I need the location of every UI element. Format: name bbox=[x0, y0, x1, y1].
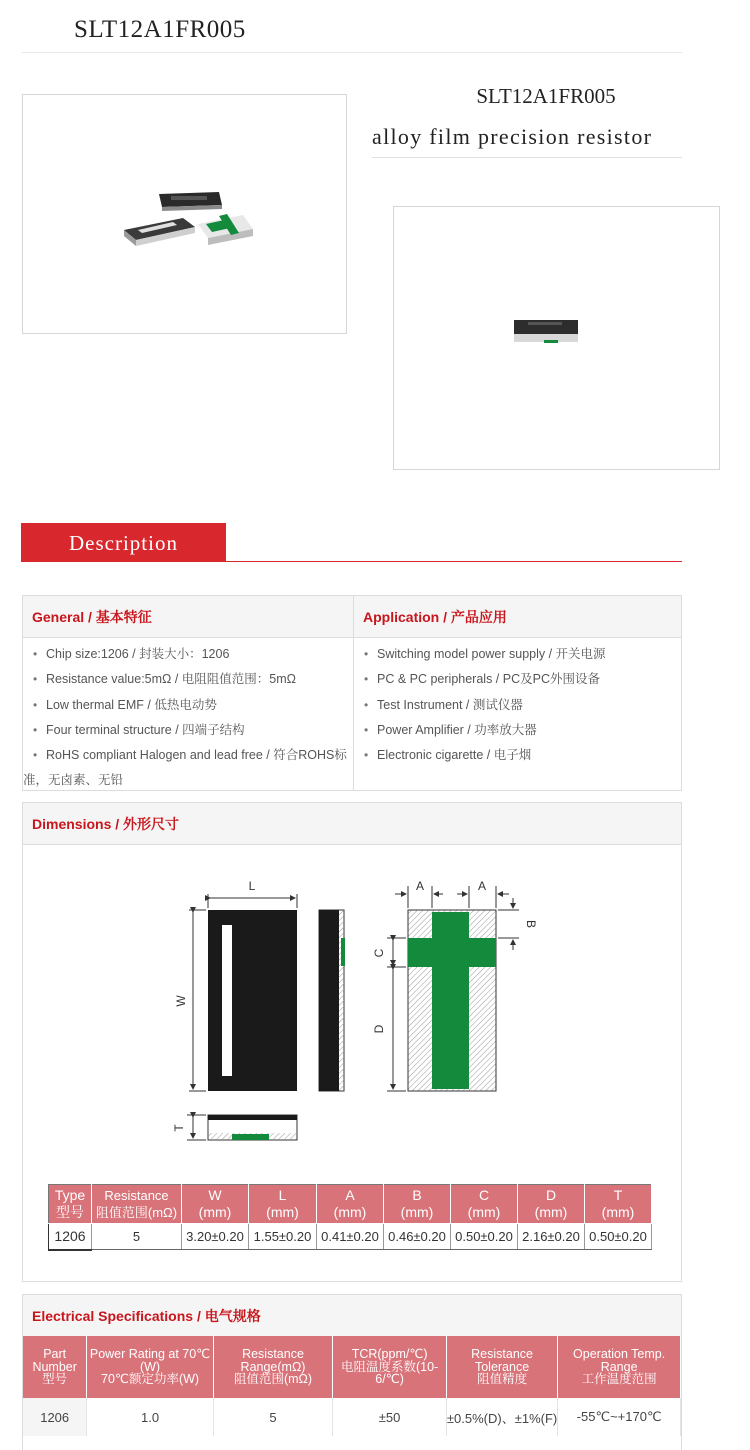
cell-D: 2.16±0.20 bbox=[518, 1224, 585, 1250]
resistor-photo-illustration bbox=[23, 95, 346, 333]
cell-part-number: 1206 bbox=[23, 1398, 87, 1436]
label-L: L bbox=[248, 879, 256, 893]
electrical-panel bbox=[22, 1294, 682, 1450]
col-header-B: B (mm) bbox=[384, 1185, 451, 1224]
list-item: • Electronic cigarette / 电子烟 bbox=[354, 743, 681, 768]
col-header-C: C (mm) bbox=[451, 1185, 518, 1224]
general-application-panel bbox=[22, 595, 682, 791]
list-item: • Test Instrument / 测试仪器 bbox=[354, 693, 681, 718]
bullet-icon: • bbox=[33, 647, 38, 661]
col-header-L: L (mm) bbox=[249, 1185, 317, 1224]
bullet-icon: • bbox=[364, 748, 369, 763]
col-header-resistance: Resistance 阻值范围(mΩ) bbox=[92, 1185, 182, 1224]
bullet-icon: • bbox=[364, 722, 369, 737]
table-header-row bbox=[23, 1336, 681, 1398]
description-divider bbox=[226, 561, 682, 562]
product-name: alloy film precision resistor bbox=[372, 124, 653, 149]
col-header-operation-temp: Operation Temp. Range 工作温度范围 bbox=[558, 1336, 681, 1398]
cell-power-rating: 1.0 bbox=[87, 1398, 213, 1436]
application-list bbox=[354, 638, 681, 768]
cell-L: 1.55±0.20 bbox=[249, 1224, 317, 1250]
cell-B: 0.46±0.20 bbox=[384, 1224, 451, 1250]
general-heading: General / 基本特征 bbox=[23, 596, 353, 638]
label-T: T bbox=[172, 1124, 186, 1132]
table-row bbox=[49, 1224, 652, 1250]
resistor-side-photo-illustration bbox=[394, 207, 719, 469]
col-header-power-rating: Power Rating at 70℃ (W) 70℃额定功率(W) bbox=[87, 1336, 213, 1398]
general-list bbox=[23, 638, 353, 794]
table-row bbox=[23, 1398, 681, 1436]
label-A-left: A bbox=[415, 879, 425, 893]
label-B: B bbox=[524, 919, 538, 929]
col-header-A: A (mm) bbox=[317, 1185, 384, 1224]
list-item: • Resistance value:5mΩ / 电阻阻值范围：5mΩ bbox=[23, 667, 353, 692]
table-header-row bbox=[49, 1185, 652, 1224]
list-item: • PC & PC peripherals / PC及PC外围设备 bbox=[354, 667, 681, 692]
col-header-tcr: TCR(ppm/℃) 电阻温度系数(10- 6/℃) bbox=[333, 1336, 447, 1398]
label-W: W bbox=[174, 995, 188, 1007]
list-item: • RoHS compliant Halogen and lead free / 符合ROHS标准，无卤素、无铅 bbox=[23, 743, 353, 794]
label-A-right: A bbox=[477, 879, 487, 893]
thickness-view bbox=[172, 1115, 297, 1140]
dimension-drawing bbox=[23, 846, 681, 1166]
product-photo-main[interactable] bbox=[22, 94, 347, 334]
electrical-table bbox=[23, 1336, 681, 1436]
list-item: • Switching model power supply / 开关电源 bbox=[354, 642, 681, 667]
cell-resistance: 5 bbox=[92, 1224, 182, 1250]
dimensions-heading: Dimensions / 外形尺寸 bbox=[23, 803, 681, 845]
col-header-type: Type 型号 bbox=[49, 1185, 92, 1224]
application-heading: Application / 产品应用 bbox=[354, 596, 681, 638]
top-view bbox=[174, 879, 297, 1091]
cell-A: 0.41±0.20 bbox=[317, 1224, 384, 1250]
bottom-view bbox=[372, 879, 538, 1091]
cell-tcr: ±50 bbox=[333, 1398, 447, 1436]
col-header-W: W (mm) bbox=[182, 1185, 249, 1224]
bullet-icon: • bbox=[33, 672, 38, 687]
product-code: SLT12A1FR005 bbox=[476, 84, 616, 108]
description-tab[interactable]: Description bbox=[21, 523, 226, 562]
bullet-icon: • bbox=[364, 672, 369, 687]
bullet-icon: • bbox=[33, 748, 38, 763]
side-view bbox=[319, 910, 345, 1091]
bullet-icon: • bbox=[364, 697, 369, 712]
application-column bbox=[354, 596, 681, 790]
col-header-D: D (mm) bbox=[518, 1185, 585, 1224]
cell-T: 0.50±0.20 bbox=[585, 1224, 652, 1250]
dimensions-table bbox=[48, 1184, 652, 1251]
bullet-icon: • bbox=[33, 722, 38, 737]
bullet-icon: • bbox=[33, 697, 38, 712]
col-header-tolerance: Resistance Tolerance 阻值精度 bbox=[446, 1336, 557, 1398]
cell-resistance-range: 5 bbox=[213, 1398, 333, 1436]
list-item: • Four terminal structure / 四端子结构 bbox=[23, 718, 353, 743]
list-item: • Chip size:1206 / 封装大小：1206 bbox=[23, 642, 353, 667]
electrical-heading: Electrical Specifications / 电气规格 bbox=[23, 1295, 681, 1337]
product-title-divider bbox=[372, 157, 682, 158]
label-D: D bbox=[372, 1024, 386, 1034]
product-photo-side[interactable] bbox=[393, 206, 720, 470]
general-column bbox=[23, 596, 354, 790]
col-header-T: T (mm) bbox=[585, 1185, 652, 1224]
page-title: SLT12A1FR005 bbox=[74, 16, 246, 43]
cell-type: 1206 bbox=[49, 1224, 92, 1250]
title-divider bbox=[22, 52, 682, 53]
cell-operation-temp: -55℃~+170℃ bbox=[558, 1398, 681, 1436]
label-C: C bbox=[372, 948, 386, 958]
bullet-icon: • bbox=[364, 647, 369, 661]
list-item: • Power Amplifier / 功率放大器 bbox=[354, 718, 681, 743]
cell-tolerance: ±0.5%(D)、±1%(F) bbox=[446, 1398, 557, 1436]
cell-C: 0.50±0.20 bbox=[451, 1224, 518, 1250]
col-header-part-number: Part Number 型号 bbox=[23, 1336, 87, 1398]
list-item: • Low thermal EMF / 低热电动势 bbox=[23, 693, 353, 718]
cell-W: 3.20±0.20 bbox=[182, 1224, 249, 1250]
col-header-resistance-range: Resistance Range(mΩ) 阻值范围(mΩ) bbox=[213, 1336, 333, 1398]
